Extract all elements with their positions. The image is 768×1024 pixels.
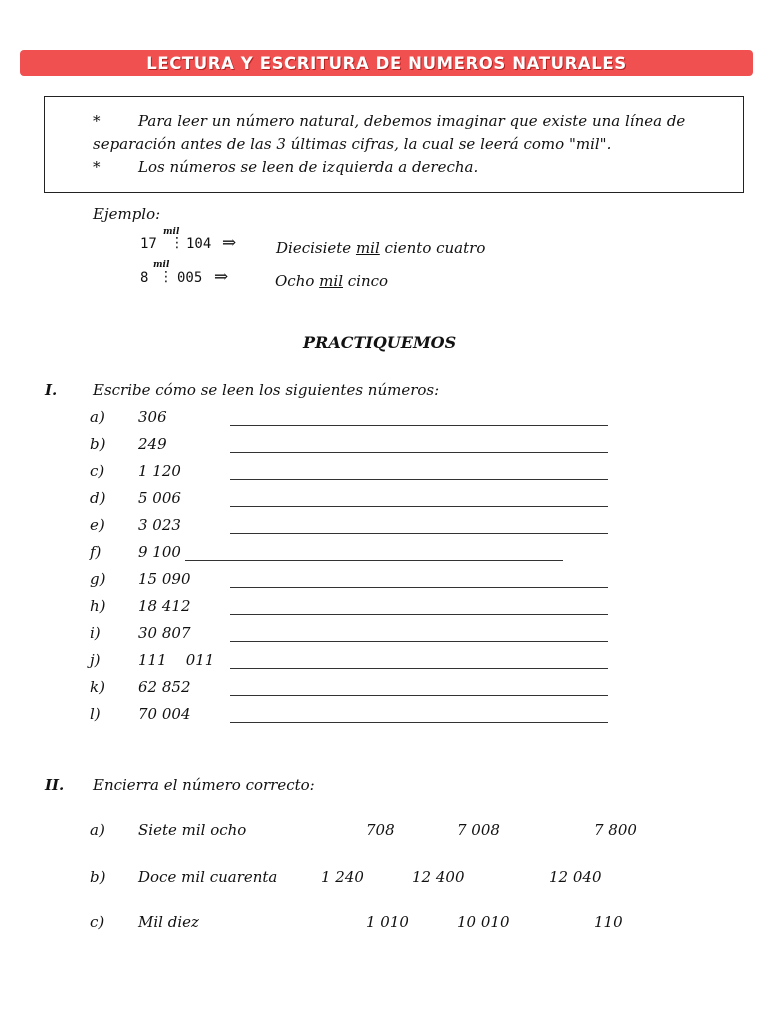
example-1-arrow: ⇒ [222,233,237,253]
item-h-letter: h) [90,597,106,615]
item-b-number: 249 [138,435,167,453]
item-i-number: 30 807 [138,624,191,642]
item-h-number: 18 412 [138,597,191,615]
item-d-number: 5 006 [138,489,181,507]
example-1-separator: ⋮ [170,235,184,251]
item-c-letter: c) [90,462,105,480]
choice-b-text: Doce mil cuarenta [138,868,278,886]
rule-1-text: Para leer un número natural, debemos imaginar que existe una línea de [138,112,686,130]
choice-a-option-3[interactable]: 7 800 [594,821,637,839]
item-f-answer-line[interactable] [185,560,563,561]
title-banner [20,50,753,76]
item-k-number: 62 852 [138,678,191,696]
item-g-answer-line[interactable] [230,587,608,588]
example-2-separator: ⋮ [159,269,173,285]
choice-c-option-2[interactable]: 10 010 [457,913,510,931]
choice-a-letter: a) [90,821,105,839]
choice-b-option-1[interactable]: 1 240 [321,868,364,886]
example-2-sep-label: mil [153,260,170,270]
item-l-letter: l) [90,705,101,723]
item-f-letter: f) [90,543,102,561]
example-1-sep-label: mil [163,227,180,237]
item-f-number: 9 100 [138,543,181,561]
page-title: LECTURA Y ESCRITURA DE NUMEROS NATURALES [146,53,627,73]
item-c-answer-line[interactable] [230,479,608,480]
item-k-letter: k) [90,678,105,696]
choice-b-option-3[interactable]: 12 040 [549,868,602,886]
item-b-answer-line[interactable] [230,452,608,453]
item-i-letter: i) [90,624,101,642]
example-1-reading: Diecisiete mil ciento cuatro [276,239,486,257]
item-e-letter: e) [90,516,105,534]
item-k-answer-line[interactable] [230,695,608,696]
item-c-number: 1 120 [138,462,181,480]
item-a-number: 306 [138,408,167,426]
item-g-number: 15 090 [138,570,191,588]
section-1-numeral: I. [45,381,58,399]
item-j-answer-line[interactable] [230,668,608,669]
choice-c-text: Mil diez [138,913,199,931]
example-2-right: 005 [177,270,203,286]
rule-1-bullet: * [93,112,101,130]
example-1-right: 104 [186,236,212,252]
item-e-number: 3 023 [138,516,181,534]
section-1-instruction: Escribe cómo se leen los siguientes números: [93,381,440,399]
item-a-answer-line[interactable] [230,425,608,426]
example-label: Ejemplo: [93,205,161,223]
example-2-left: 8 [140,270,149,286]
choice-c-option-1[interactable]: 1 010 [366,913,409,931]
section-2-numeral: II. [45,776,65,794]
item-j-letter: j) [90,651,101,669]
item-l-number: 70 004 [138,705,191,723]
example-2-arrow: ⇒ [214,267,229,287]
choice-c-option-3[interactable]: 110 [594,913,623,931]
section-2-instruction: Encierra el número correcto: [93,776,315,794]
rule-1-text-cont: separación antes de las 3 últimas cifras, la cual se leerá como "mil". [93,135,612,153]
example-1-left: 17 [140,236,157,252]
choice-a-text: Siete mil ocho [138,821,247,839]
choice-a-option-2[interactable]: 7 008 [457,821,500,839]
choice-c-letter: c) [90,913,105,931]
choice-a-option-1[interactable]: 708 [366,821,395,839]
item-a-letter: a) [90,408,105,426]
item-l-answer-line[interactable] [230,722,608,723]
rule-2-bullet: * [93,158,101,176]
item-j-number: 111 011 [138,651,215,669]
item-e-answer-line[interactable] [230,533,608,534]
item-b-letter: b) [90,435,106,453]
rule-2-text: Los números se leen de izquierda a derecha. [138,158,479,176]
practice-heading: PRACTIQUEMOS [303,333,457,352]
item-i-answer-line[interactable] [230,641,608,642]
example-2-reading: Ocho mil cinco [275,272,389,290]
choice-b-option-2[interactable]: 12 400 [412,868,465,886]
item-d-answer-line[interactable] [230,506,608,507]
item-d-letter: d) [90,489,106,507]
item-g-letter: g) [90,570,106,588]
choice-b-letter: b) [90,868,106,886]
item-h-answer-line[interactable] [230,614,608,615]
